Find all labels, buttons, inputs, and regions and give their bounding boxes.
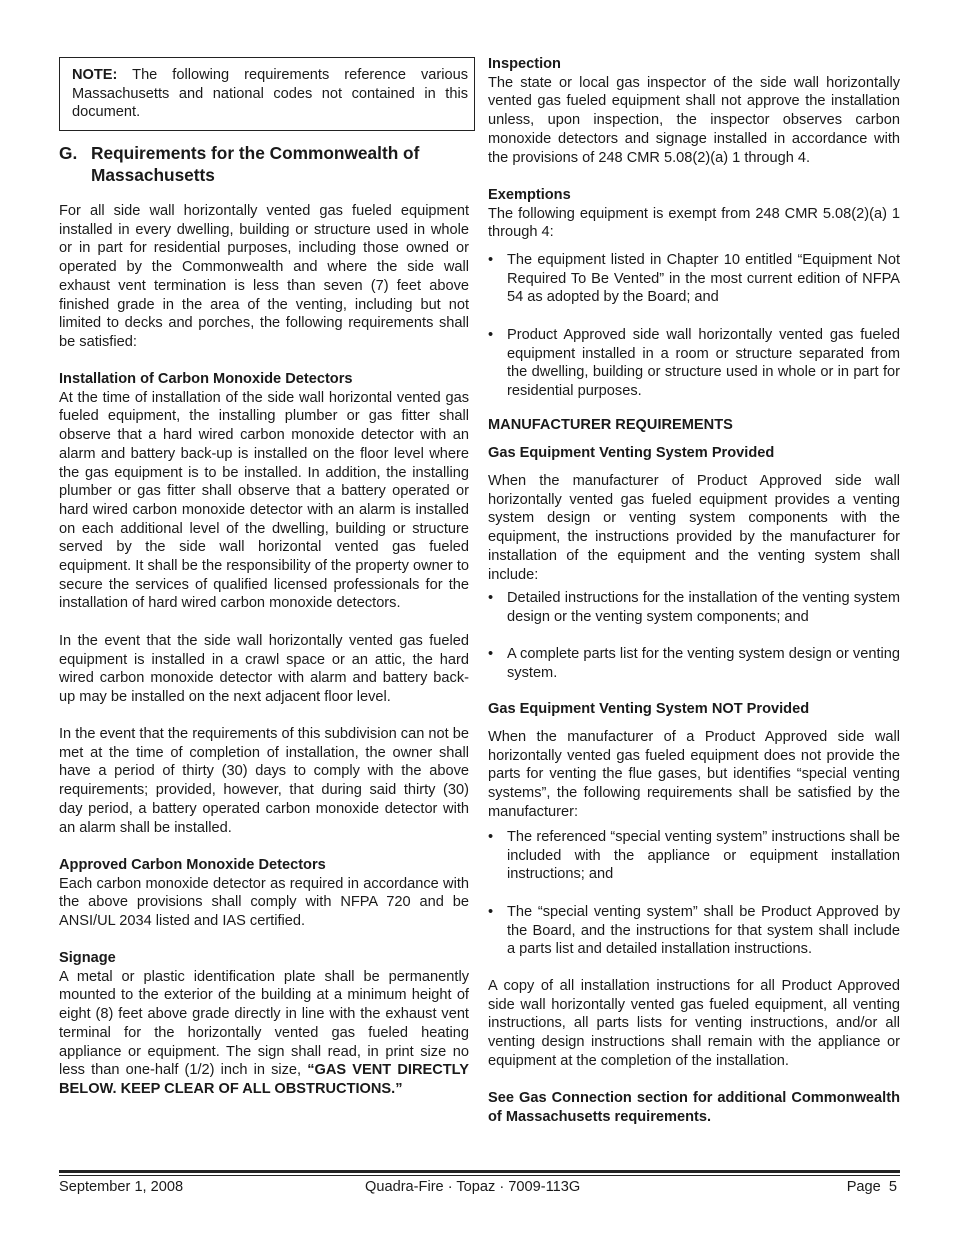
intro-paragraph: For all side wall horizontally vented gas fueled equipment installed in every dwelling, building or structure used in whole or in part for residential purposes, including those owned or operated by the Commonwealth and where the side wall exhaust vent termination is less than seven (7) feet above finished grade in the area of the venting, including but not limited to decks and porches, the following requirements shall be satisfied:: [59, 203, 469, 350]
footer-date: September 1, 2008: [59, 1179, 184, 1195]
crawl-block: [59, 632, 469, 707]
inspection-paragraph: The state or local gas inspector of the side wall horizontally vented gas fueled equipment shall not approve the installation unless, upon inspection, the inspector observes carbon monoxide detectors and signage installed in accordance with the provisions of 248 CMR 5.08(2)(a) 1 through 4.: [488, 74, 900, 166]
footer-document-id: Quadra-Fire · Topaz · 7009-113G: [365, 1179, 581, 1195]
list-item-text: The equipment listed in Chapter 10 entitled “Equipment Not Required To Be Vented” in the most current edition of NFPA 54 as adopted by the Board; and: [507, 252, 900, 306]
note-text: The following requirements reference various Massachusetts and national codes not contained in this document.: [72, 67, 468, 121]
footer-page-number: Page 5: [846, 1179, 897, 1195]
crawl-paragraph: In the event that the side wall horizontally vented gas fueled equipment is installed in a crawl space or an attic, the hard wired carbon monoxide detector with alarm and battery back-up may be installed on the next adjacent floor level.: [59, 633, 469, 706]
inspection-block: [488, 55, 900, 167]
signage-text: A metal or plastic identification plate shall be permanently mounted to the exterior of the building at a minimum height of eight (8) feet above grade directly in line with the exhaust vent terminal for the horizontally vented gas fueled heating appliance or equipment. The sign shall read, in print size no less than one-half (1/2) inch in size,: [59, 968, 469, 1079]
not-provided-block: [488, 728, 900, 822]
signage-bold-text: “GAS VENT DIRECTLY BELOW. KEEP CLEAR OF ALL OBSTRUCTIONS.”: [59, 1062, 469, 1097]
list-item: [488, 589, 900, 626]
list-item: [488, 251, 900, 307]
provided-paragraph: When the manufacturer of Product Approved side wall horizontally vented gas fueled equipment provides a venting system design or venting system components with the equipment, the instructions provided by the manufacturer for installation of the equipment and the venting system shall include:: [488, 473, 900, 583]
exemptions-paragraph: The following equipment is exempt from 248 CMR 5.08(2)(a) 1 through 4:: [488, 205, 900, 241]
not-provided-list-1: [488, 828, 900, 884]
approved-block: [59, 856, 469, 931]
provided-heading: Gas Equipment Venting System Provided: [488, 445, 775, 461]
bullet: •: [488, 829, 494, 845]
list-item-text: A complete parts list for the venting system design or venting system.: [507, 646, 900, 681]
note-paragraph: [72, 66, 468, 122]
intro-block: [59, 202, 469, 352]
inspection-heading: Inspection: [488, 56, 561, 72]
approved-paragraph: Each carbon monoxide detector as required in accordance with the above provisions shall comply with NFPA 720 and be ANSI/UL 2034 listed and IAS certified.: [59, 875, 469, 930]
see-paragraph: See Gas Connection section for additional Commonwealth of Massachusetts requirements.: [488, 1090, 900, 1125]
install-paragraph: At the time of installation of the side wall horizontal vented gas fueled equipment, the installing plumber or gas fitter shall observe that a hard wired carbon monoxide detector with an alarm and battery back-up is installed on the floor level where the gas equipment is to be installed. In addition, the installing plumber or gas fitter shall observe that a battery operated or hard wired carbon monoxide detector with an alarm is installed on each additional level of the dwelling, building or structure served by the side wall horizontal vented gas fueled equipment. It shall be the responsibility of the property owner to secure the services of qualified licensed professionals for the installation of hard wired carbon monoxide detectors.: [59, 389, 469, 612]
signage-paragraph: [59, 968, 469, 1099]
exemptions-block: [488, 186, 900, 242]
exemptions-list-1: [488, 251, 900, 307]
bullet: •: [488, 646, 494, 662]
bullet: •: [488, 327, 494, 343]
section-letter: G.: [59, 143, 78, 163]
signage-block: [59, 949, 469, 1099]
list-item-text: Detailed instructions for the installation of the venting system design or the venting system components; and: [507, 590, 900, 625]
approved-heading: Approved Carbon Monoxide Detectors: [59, 857, 326, 873]
manufacturer-heading: MANUFACTURER REQUIREMENTS: [488, 417, 733, 433]
footer-rule-thin: [59, 1175, 900, 1176]
bullet: •: [488, 904, 494, 920]
provided-block: [488, 472, 900, 584]
signage-heading: Signage: [59, 950, 116, 966]
not-provided-paragraph: When the manufacturer of a Product Approved side wall horizontally vented gas fueled equipment does not provide the parts for venting the flue gases, but identifies “special venting systems”, the following requirements shall be satisfied by the manufacturer:: [488, 729, 900, 820]
list-item-text: The “special venting system” shall be Product Approved by the Board, and the instructions for that system shall include a parts list and detailed installation instructions.: [507, 904, 900, 958]
install-heading: Installation of Carbon Monoxide Detectors: [59, 371, 353, 387]
list-item: [488, 326, 900, 401]
thirty-days-paragraph: In the event that the requirements of this subdivision can not be met at the time of completion of installation, the owner shall have a period of thirty (30) days to comply with the above requirements; provided, however, that during said thirty (30) day period, a battery operated carbon monoxide detector with an alarm shall be installed.: [59, 726, 469, 836]
exemptions-heading: Exemptions: [488, 187, 571, 203]
thirty-days-block: [59, 725, 469, 837]
footer-rule-thick: [59, 1170, 900, 1173]
list-item-text: The referenced “special venting system” instructions shall be included with the appliance or equipment installation instructions; and: [507, 829, 900, 883]
note-box: [59, 57, 475, 131]
copy-block: [488, 977, 900, 1071]
bullet: •: [488, 252, 494, 268]
not-provided-heading: Gas Equipment Venting System NOT Provided: [488, 701, 810, 717]
exemptions-list-2: [488, 326, 900, 401]
section-title: [59, 142, 469, 186]
not-provided-list-2: [488, 903, 900, 959]
list-item: [488, 645, 900, 682]
bullet: •: [488, 590, 494, 606]
install-block: [59, 370, 469, 613]
section-title-line1: Requirements for the Commonwealth of: [91, 143, 420, 163]
see-block: [488, 1089, 900, 1126]
section-title-line2: Massachusetts: [91, 165, 215, 185]
list-item-text: Product Approved side wall horizontally vented gas fueled equipment installed in a room or structure separated from the dwelling, building or structure used in whole or in part for residential purposes.: [507, 327, 900, 400]
list-item: [488, 903, 900, 959]
copy-paragraph: A copy of all installation instructions for all Product Approved side wall horizontally vented gas fueled equipment, all venting instructions, all parts lists for venting instructions, and/or all venting design instructions shall remain with the appliance or equipment at the completion of the installation.: [488, 978, 900, 1069]
provided-list-2: [488, 645, 900, 682]
provided-list-1: [488, 589, 900, 626]
note-label: NOTE:: [72, 67, 118, 83]
list-item: [488, 828, 900, 884]
